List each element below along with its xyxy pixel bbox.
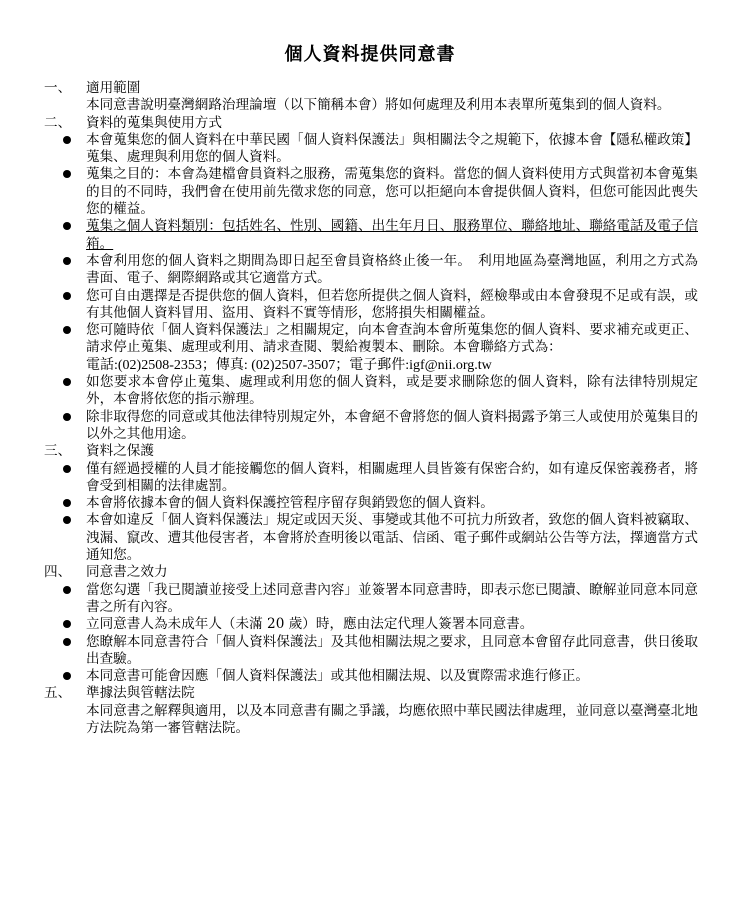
bullet-list [44, 132, 698, 443]
section-jurisdiction [44, 685, 698, 737]
section-title: 準據法與管轄法院 [86, 685, 195, 702]
section-paragraph: 本同意書之解釋與適用，以及本同意書有關之爭議，均應依照中華民國法律處理，並同意以臺灣臺北地方法院為第一審管轄法院。 [86, 702, 698, 736]
bullet-text: 本會蒐集您的個人資料在中華民國「個人資料保護法」與相關法令之規範下，依據本會【隱私權政策】蒐集、處理與利用您的個人資料。 [86, 131, 698, 166]
bullet-item [44, 634, 698, 669]
bullet-dot-icon [44, 374, 86, 386]
section-heading [44, 115, 698, 132]
document-body [44, 80, 698, 737]
bullet-text: 除非取得您的同意或其他法律特別規定外，本會絕不會將您的個人資料揭露予第三人或使用於蒐集目的以外之其他用途。 [86, 408, 698, 442]
bullet-text: 您瞭解本同意書符合「個人資料保護法」及其他相關法規之要求，且同意本會留存此同意書，供日後取出查驗。 [86, 633, 698, 667]
bullet-text: 當您勾選「我已閱讀並接受上述同意書內容」並簽署本同意書時，即表示您已閱讀、瞭解並同意本同意書之所有內容。 [86, 581, 698, 615]
bullet-dot-icon [44, 322, 86, 334]
bullet-dot-icon [44, 634, 86, 646]
bullet-text-with-contact [86, 322, 698, 374]
bullet-text: 本會將依據本會的個人資料保護控管程序留存與銷毀您的個人資料。 [86, 495, 494, 512]
section-title: 資料的蒐集與使用方式 [86, 114, 222, 131]
bullet-item [44, 218, 698, 253]
section-number: 二、 [44, 114, 72, 131]
bullet-item [44, 582, 698, 617]
bullet-item [44, 374, 698, 409]
bullet-dot-icon [44, 132, 86, 144]
section-scope [44, 80, 698, 115]
section-number: 三、 [44, 443, 72, 460]
section-paragraph: 本同意書說明臺灣網路治理論壇（以下簡稱本會）將如何處理及利用本表單所蒐集到的個人資料。 [86, 97, 671, 114]
section-title: 資料之保護 [86, 443, 154, 460]
bullet-text: 如您要求本會停止蒐集、處理或利用您的個人資料，或是要求刪除您的個人資料，除有法律特別規定外，本會將依您的指示辦理。 [86, 374, 698, 408]
bullet-item [44, 132, 698, 167]
document-title: 個人資料提供同意書 [284, 44, 456, 65]
bullet-text: 立同意書人為未成年人（未滿 20 歲）時，應由法定代理人簽署本同意書。 [86, 616, 534, 633]
bullet-item [44, 322, 698, 374]
section-number: 四、 [44, 564, 72, 581]
section-heading [44, 564, 698, 581]
bullet-item [44, 616, 698, 633]
bullet-item [44, 166, 698, 218]
section-collection [44, 115, 698, 444]
bullet-list [44, 582, 698, 686]
bullet-text: 蒐集之目的：本會為建檔會員資料之服務，需蒐集您的資料。當您的個人資料使用方式與當初本會蒐集的目的不同時，我們會在使用前先徵求您的同意，您可以拒絕向本會提供個人資料，但您可能因此喪失您的權益。 [86, 166, 698, 218]
bullet-dot-icon [44, 461, 86, 473]
section-validity [44, 564, 698, 685]
bullet-text: 蒐集之個人資料類別：包括姓名、性別、國籍、出生年月日、服務單位、聯絡地址、聯絡電話及電子信箱。 [86, 218, 698, 252]
bullet-item [44, 495, 698, 512]
section-protection [44, 443, 698, 564]
section-title: 適用範圍 [86, 80, 141, 96]
bullet-dot-icon [44, 218, 86, 230]
section-number: 一、 [44, 80, 72, 96]
bullet-list [44, 461, 698, 565]
section-heading [44, 685, 698, 702]
bullet-dot-icon [44, 253, 86, 265]
section-heading [44, 443, 698, 460]
bullet-item [44, 668, 698, 685]
bullet-text: 本會利用您的個人資料之期間為即日起至會員資格終止後一年。 利用地區為臺灣地區，利用之方式為書面、電子、網際網路或其它適當方式。 [86, 252, 698, 287]
bullet-dot-icon [44, 409, 86, 421]
bullet-item [44, 512, 698, 564]
section-heading [44, 80, 698, 97]
bullet-item [44, 288, 698, 323]
bullet-item [44, 409, 698, 444]
bullet-dot-icon [44, 668, 86, 680]
bullet-dot-icon [44, 495, 86, 507]
contact-info: 電話:(02)2508-2353；傳真: (02)2507-3507；電子郵件:igf@nii.org.tw [86, 357, 492, 373]
bullet-text: 您可隨時依「個人資料保護法」之相關規定，向本會查詢本會所蒐集您的個人資料、要求補充或更正、請求停止蒐集、處理或利用、請求查閱、製給複製本、刪除。本會聯絡方式為： [86, 322, 698, 356]
bullet-text: 本會如違反「個人資料保護法」規定或因天災、事變或其他不可抗力所致者，致您的個人資料被竊取、洩漏、竄改、遭其他侵害者，本會將於查明後以電話、信函、電子郵件或網站公告等方法，擇適當方式通知您。 [86, 512, 698, 564]
bullet-dot-icon [44, 512, 86, 524]
section-number: 五、 [44, 685, 72, 702]
bullet-item [44, 461, 698, 496]
bullet-text: 本同意書可能會因應「個人資料保護法」或其他相關法規、以及實際需求進行修正。 [86, 668, 589, 685]
bullet-text: 僅有經過授權的人員才能接觸您的個人資料，相關處理人員皆簽有保密合約，如有違反保密義務者，將會受到相關的法律處罰。 [86, 460, 698, 494]
bullet-dot-icon [44, 166, 86, 178]
section-title: 同意書之效力 [86, 564, 168, 581]
bullet-dot-icon [44, 616, 86, 628]
bullet-text: 您可自由選擇是否提供您的個人資料，但若您所提供之個人資料，經檢舉或由本會發現不足或有誤，或有其他個人資料冒用、盜用、資料不實等情形，您將損失相關權益。 [86, 287, 698, 321]
bullet-dot-icon [44, 288, 86, 300]
bullet-item [44, 253, 698, 288]
bullet-dot-icon [44, 582, 86, 594]
